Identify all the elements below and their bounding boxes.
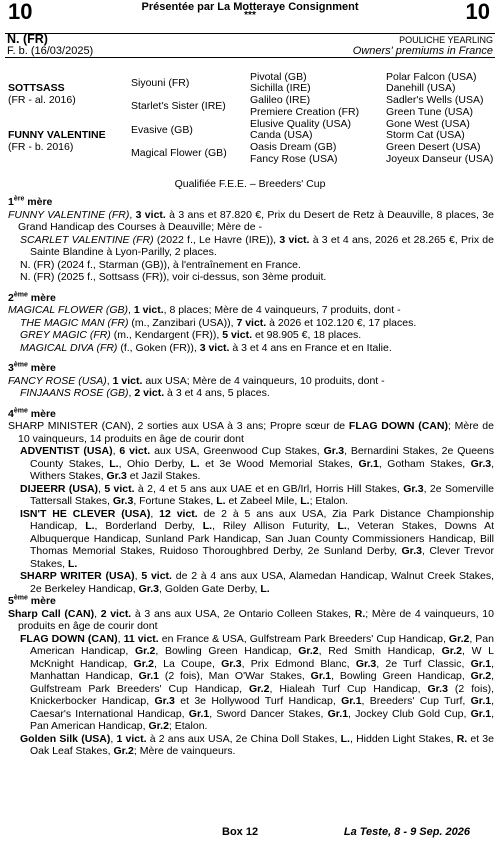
pedigree-table [0, 72, 500, 182]
sire-detail: (FR - al. 2016) [8, 94, 76, 106]
pedigree-gen4: Storm Cat (USA) [386, 129, 465, 141]
pedigree-gen2: Starlet's Sister (IRE) [131, 100, 226, 112]
produce-entry: FINJAANS ROSE (GB), 2 vict. à 3 et 4 ans, 5 places. [20, 387, 270, 399]
pedigree-gen3: Pivotal (GB) [250, 71, 307, 83]
consignor-title: Présentée par La Motteraye Consignment [141, 1, 359, 13]
horse-description: F. b. (16/03/2025) [7, 45, 94, 57]
section-title-first-dam: 1ère mère [8, 195, 53, 208]
produce-entry: Golden Silk (USA), 1 vict. à 2 ans aux USA, 2e China Doll Stakes, L., Hidden Light Stakes, R. et 3e Oak Leaf Stakes, Gr.2; Mère de vainqueurs. [20, 732, 494, 757]
pedigree-gen4: Sadler's Wells (USA) [386, 94, 484, 106]
produce-record [8, 196, 494, 758]
produce-entry: N. (FR) (2024 f., Starman (GB)), à l'entraînement en France. [20, 258, 301, 271]
produce-entry: N. (FR) (2025 f., Sottsass (FR)), voir ci-dessus, son 3ème produit. [20, 271, 327, 283]
pedigree-gen2: Siyouni (FR) [131, 77, 190, 89]
pedigree-gen2: Evasive (GB) [131, 124, 193, 136]
section-title-second-dam: 2ème mère [8, 291, 56, 304]
pedigree-gen4: Green Desert (USA) [386, 141, 481, 153]
pedigree-gen2: Magical Flower (GB) [131, 147, 227, 159]
dam-paragraph: FANCY ROSE (USA), 1 vict. aux USA; Mère de 4 vainqueurs, 10 produits, dont - [8, 374, 385, 387]
produce-entry: SCARLET VALENTINE (FR) (2022 f., Le Havre (IRE)), 3 vict. à 3 et 4 ans, 2026 et 28.265 €, Prix de Sainte Blandine à Lyon-Parilly, 2 places. [20, 233, 494, 258]
section-title-fifth-dam: 5ème mère [8, 594, 56, 607]
pedigree-gen3: Canda (USA) [250, 129, 313, 141]
pedigree-gen3: Sichilla (IRE) [250, 82, 311, 94]
catalogue-header [0, 0, 500, 34]
produce-entry: MAGICAL DIVA (FR) (f., Goken (FR)), 3 vict. à 3 et 4 ans en France et en Italie. [20, 341, 392, 354]
pedigree-gen4: Polar Falcon (USA) [386, 71, 477, 83]
dam-paragraph: Sharp Call (CAN), 2 vict. à 3 ans aux USA, 2e Ontario Colleen Stakes, R.; Mère de 4 vainqueurs, 10 produits en âge de courir dont [8, 607, 494, 632]
dam-paragraph: FUNNY VALENTINE (FR), 3 vict. à 3 ans et 87.820 €, Prix du Desert de Retz à Deauville, 8 places, 3e Grand Handicap des Courses à Deauville; Mère de - [8, 208, 494, 233]
produce-entry: ISN'T HE CLEVER (USA), 12 vict. de 2 à 5 ans aux USA, Zia Park Distance Championship Handicap, L., Borderland Derby, L., Riley Allison Futurity, L., Veteran Stakes, Downs At Albuquerque Handicap, Sunland Park Handicap, San Juan County Commissioners Handicap, Bill Thomas Memorial Stakes, Ruidoso Thoroughbred Derby, 2e Sunland Derby, Gr.3, Clever Trevor Stakes, L. [20, 507, 495, 570]
sire-name: SOTTSASS [8, 82, 65, 94]
stars-mark: *** [244, 10, 256, 21]
lot-number-left: 10 [8, 0, 33, 24]
pedigree-gen3: Oasis Dream (GB) [250, 141, 337, 153]
produce-entry: FLAG DOWN (CAN), 11 vict. en France & USA, Gulfstream Park Breeders' Cup Handicap, Gr.2, Pan American Handicap, Gr.2, Bowling Green Handicap, Gr.2, Red Smith Handicap, Gr.2, W L McKnight Handicap, Gr.2, La Coupe, Gr.3, Prix Edmond Blanc, Gr.3, 2e Turf Classic, Gr.1, Manhattan Handicap, Gr.1 (2 fois), Man O'War Stakes, Gr.1, Bowling Green Handicap, Gr.2, Gulfstream Park Breeders' Cup Handicap, Gr.2, Hialeah Turf Cup Handicap, Gr.3 (2 fois), Knickerbocker Handicap, Gr.3 et 3e Hollywood Turf Handicap, Gr.1, Breeders' Cup Turf, Gr.1, Caesar's International Handicap, Gr.1, Sword Dancer Stakes, Gr.1, Jockey Club Gold Cup, Gr.1, Pan American Handicap, Gr.2; Etalon. [20, 632, 494, 732]
horse-name: N. (FR) [7, 32, 48, 46]
pedigree-gen3: Fancy Rose (USA) [250, 153, 338, 165]
dam-paragraph: SHARP MINISTER (CAN), 2 sorties aux USA à 3 ans; Propre sœur de FLAG DOWN (CAN); Mère de 10 vainqueurs, 14 produits en âge de courir dont [8, 420, 494, 445]
qualification-line: Qualifiée F.E.E. – Breeders' Cup [174, 178, 326, 190]
lot-number-right: 10 [465, 0, 490, 24]
produce-entry: DIJEERR (USA), 5 vict. à 2, 4 et 5 ans aux UAE et en GB/Irl, Horris Hill Stakes, Gr.3, 2e Somerville Tattersall Stakes, Gr.3, Fortune Stakes, L. et Zabeel Mile, L.; Etalon. [20, 482, 494, 507]
dam-name: FUNNY VALENTINE [8, 129, 106, 141]
pedigree-gen4: Joyeux Danseur (USA) [386, 153, 494, 165]
pedigree-gen3: Elusive Quality (USA) [250, 118, 351, 130]
produce-entry: ADVENTIST (USA), 6 vict. aux USA, Greenwood Cup Stakes, Gr.3, Bernardini Stakes, 2e Queens County Stakes, L., Ohio Derby, L. et 3e Wood Memorial Stakes, Gr.1, Gotham Stakes, Gr.3, Withers Stakes, Gr.3 et Jazil Stakes. [20, 445, 494, 482]
pedigree-gen4: Green Tune (USA) [386, 106, 473, 118]
produce-entry: SHARP WRITER (USA), 5 vict. de 2 à 4 ans aux USA, Alamedan Handicap, Walnut Creek Stakes, 2e Berkeley Handicap, Gr.3, Golden Gate Derby, L. [20, 570, 494, 595]
dam-paragraph: MAGICAL FLOWER (GB), 1 vict., 8 places; Mère de 4 vainqueurs, 7 produits, dont - [8, 304, 401, 316]
pedigree-gen3: Galileo (IRE) [250, 94, 311, 106]
section-title-third-dam: 3ème mère [8, 361, 56, 374]
produce-entry: THE MAGIC MAN (FR) (m., Zanzibari (USA)), 7 vict. à 2026 et 102.120 €, 17 places. [20, 316, 417, 329]
premium-note: Owners' premiums in France [352, 45, 493, 57]
dam-detail: (FR - b. 2016) [8, 141, 74, 153]
sale-category: POULICHE YEARLING [399, 35, 493, 45]
pedigree-gen4: Gone West (USA) [386, 118, 470, 130]
produce-entry: GREY MAGIC (FR) (m., Kendargent (FR)), 5 vict. et 98.905 €, 18 places. [20, 329, 362, 341]
pedigree-gen4: Danehill (USA) [386, 82, 456, 94]
section-title-fourth-dam: 4ème mère [8, 407, 56, 420]
horse-identity [5, 33, 495, 57]
divider-bottom [5, 57, 495, 58]
sale-place-date: La Teste, 8 - 9 Sep. 2026 [343, 826, 470, 838]
pedigree-gen3: Premiere Creation (FR) [250, 106, 360, 118]
box-number: Box 12 [222, 826, 259, 838]
